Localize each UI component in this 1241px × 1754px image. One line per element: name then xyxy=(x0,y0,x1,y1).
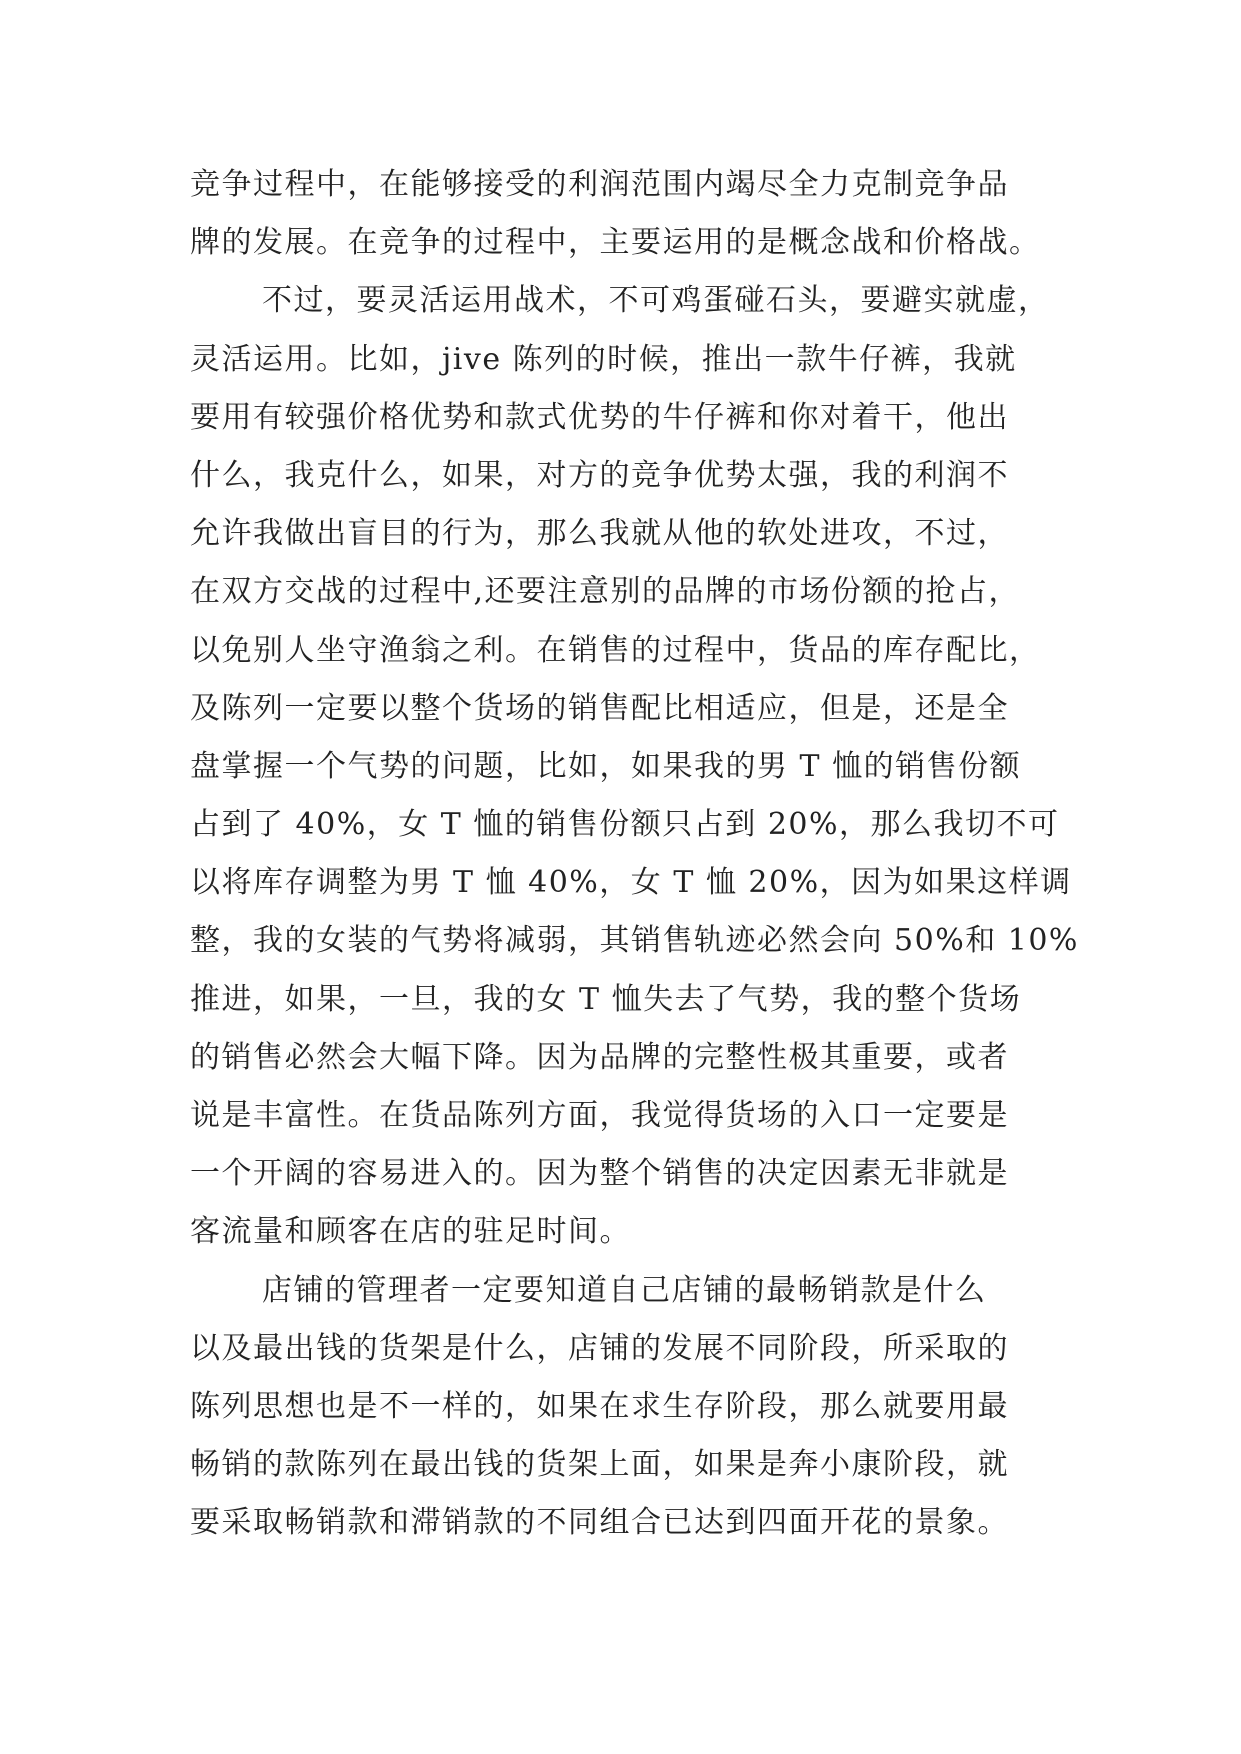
text-line: 在双方交战的过程中,还要注意别的品牌的市场份额的抢占， xyxy=(190,574,1021,610)
text-line: 说是丰富性。在货品陈列方面，我觉得货场的入口一定要是 xyxy=(190,1098,1009,1133)
text-line: 畅销的款陈列在最出钱的货架上面，如果是奔小康阶段，就 xyxy=(190,1447,1009,1483)
text-line: 允许我做出盲目的行为，那么我就从他的软处进攻，不过， xyxy=(190,516,1009,552)
paragraph-2 xyxy=(190,272,1079,1261)
text-line: 以将库存调整为男 T 恤 40%，女 T 恤 20%，因为如果这样调 xyxy=(190,865,1072,901)
text-line: 及陈列一定要以整个货场的销售配比相适应，但是，还是全 xyxy=(190,690,1009,726)
text-line: 盘掌握一个气势的问题，比如，如果我的男 T 恤的销售份额 xyxy=(190,748,1022,784)
text-line: 占到了 40%，女 T 恤的销售份额只占到 20%，那么我切不可 xyxy=(190,807,1060,843)
paragraph-3 xyxy=(190,1262,1070,1553)
text-line: 牌的发展。在竞争的过程中，主要运用的是概念战和价格战。 xyxy=(190,225,1041,261)
text-line: 什么，我克什么，如果，对方的竞争优势太强，我的利润不 xyxy=(190,457,1009,493)
text-line: 以及最出钱的货架是什么，店铺的发展不同阶段，所采取的 xyxy=(190,1330,1009,1366)
text-line: 陈列思想也是不一样的，如果在求生存阶段，那么就要用最 xyxy=(190,1388,1009,1424)
text-line: 要用有较强价格优势和款式优势的牛仔裤和你对着干，他出 xyxy=(190,399,1009,435)
text-line: 客流量和顾客在店的驻足时间。 xyxy=(190,1214,631,1250)
text-line: 要采取畅销款和滞销款的不同组合已达到四面开花的景象。 xyxy=(190,1505,1009,1541)
text-line: 店铺的管理者一定要知道自己店铺的最畅销款是什么 xyxy=(262,1272,987,1308)
paragraph-1 xyxy=(190,156,1070,272)
text-line: 以免别人坐守渔翁之利。在销售的过程中，货品的库存配比， xyxy=(190,632,1041,668)
text-line: 不过，要灵活运用战术，不可鸡蛋碰石头，要避实就虚， xyxy=(262,283,1050,319)
document-body xyxy=(190,156,1079,1553)
text-line: 推进，如果，一旦，我的女 T 恤失去了气势，我的整个货场 xyxy=(190,981,1022,1017)
text-line: 灵活运用。比如，jive 陈列的时候，推出一款牛仔裤，我就 xyxy=(190,341,1017,377)
text-line: 的销售必然会大幅下降。因为品牌的完整性极其重要，或者 xyxy=(190,1039,1009,1075)
text-line: 竞争过程中，在能够接受的利润范围内竭尽全力克制竞争品 xyxy=(190,167,1009,202)
text-line: 整，我的女装的气势将减弱，其销售轨迹必然会向 50%和 10% xyxy=(190,923,1079,959)
text-line: 一个开阔的容易进入的。因为整个销售的决定因素无非就是 xyxy=(190,1156,1009,1192)
